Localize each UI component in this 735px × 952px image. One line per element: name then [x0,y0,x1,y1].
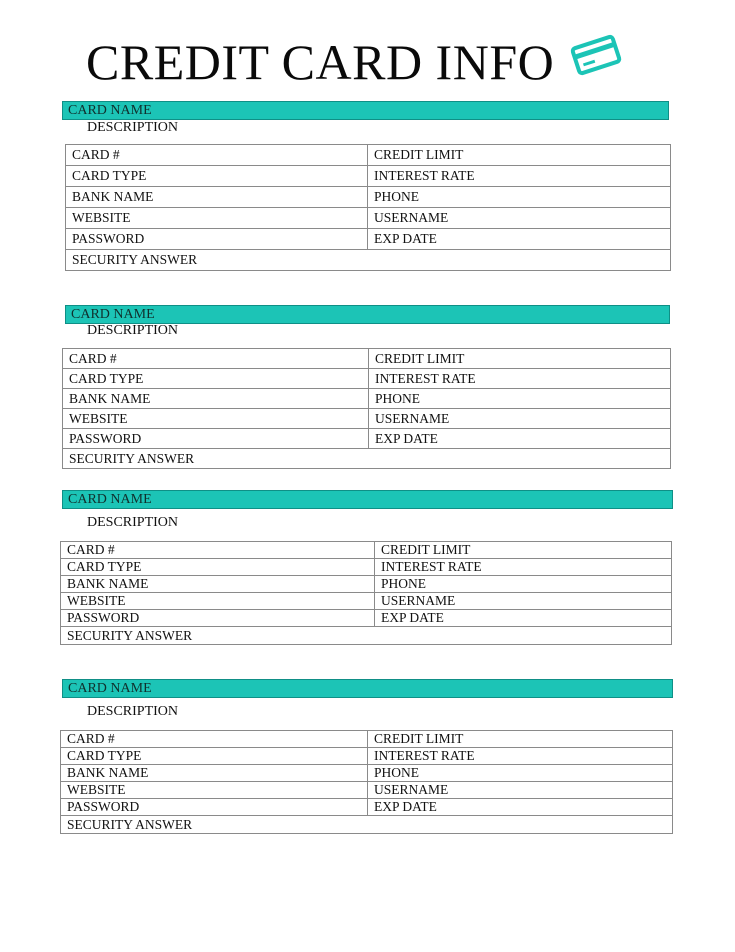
field-security-answer[interactable]: SECURITY ANSWER [63,449,671,469]
field-card-type[interactable]: CARD TYPE [63,369,369,389]
field-security-answer[interactable]: SECURITY ANSWER [66,250,671,271]
card-description: DESCRIPTION [87,704,179,719]
table-row [66,166,671,187]
field-password[interactable]: PASSWORD [61,799,368,816]
table-row [66,187,671,208]
field-card-type[interactable]: CARD TYPE [61,748,368,765]
field-interest-rate[interactable]: INTEREST RATE [368,748,673,765]
field-password[interactable]: PASSWORD [61,610,375,627]
field-password[interactable]: PASSWORD [66,229,368,250]
table-row [61,593,672,610]
card-details-table [62,348,671,469]
card-description: DESCRIPTION [87,120,179,135]
table-row [63,429,671,449]
card-name-header: CARD NAME [62,679,673,698]
table-row [66,145,671,166]
field-website[interactable]: WEBSITE [63,409,369,429]
field-username[interactable]: USERNAME [375,593,672,610]
field-bank-name[interactable]: BANK NAME [61,576,375,593]
field-username[interactable]: USERNAME [368,208,671,229]
credit-card-icon [570,33,622,77]
field-phone[interactable]: PHONE [375,576,672,593]
field-security-answer[interactable]: SECURITY ANSWER [61,816,673,834]
field-phone[interactable]: PHONE [368,187,671,208]
field-website[interactable]: WEBSITE [61,782,368,799]
field-card-type[interactable]: CARD TYPE [61,559,375,576]
field-phone[interactable]: PHONE [368,765,673,782]
table-row [61,765,673,782]
table-row [63,389,671,409]
field-credit-limit[interactable]: CREDIT LIMIT [369,349,671,369]
table-row [63,449,671,469]
table-row [61,559,672,576]
field-username[interactable]: USERNAME [368,782,673,799]
field-bank-name[interactable]: BANK NAME [63,389,369,409]
field-password[interactable]: PASSWORD [63,429,369,449]
field-username[interactable]: USERNAME [369,409,671,429]
table-row [66,229,671,250]
card-description: DESCRIPTION [87,323,179,338]
card-details-table [60,541,672,645]
table-row [61,731,673,748]
field-website[interactable]: WEBSITE [66,208,368,229]
field-interest-rate[interactable]: INTEREST RATE [368,166,671,187]
field-exp-date[interactable]: EXP DATE [375,610,672,627]
field-credit-limit[interactable]: CREDIT LIMIT [368,731,673,748]
card-details-table [65,144,671,271]
field-card-type[interactable]: CARD TYPE [66,166,368,187]
table-row [66,250,671,271]
field-bank-name[interactable]: BANK NAME [66,187,368,208]
field-exp-date[interactable]: EXP DATE [368,799,673,816]
field-phone[interactable]: PHONE [369,389,671,409]
card-name-header: CARD NAME [65,305,670,324]
field-credit-limit[interactable]: CREDIT LIMIT [368,145,671,166]
page-title: CREDIT CARD INFO [86,34,555,90]
field-card-number[interactable]: CARD # [61,731,368,748]
field-exp-date[interactable]: EXP DATE [368,229,671,250]
table-row [61,748,673,765]
table-row [61,782,673,799]
card-details-table [60,730,673,834]
field-interest-rate[interactable]: INTEREST RATE [369,369,671,389]
table-row [61,799,673,816]
field-website[interactable]: WEBSITE [61,593,375,610]
table-row [61,542,672,559]
field-card-number[interactable]: CARD # [66,145,368,166]
field-exp-date[interactable]: EXP DATE [369,429,671,449]
field-bank-name[interactable]: BANK NAME [61,765,368,782]
table-row [63,409,671,429]
table-row [61,576,672,593]
card-name-header: CARD NAME [62,101,669,120]
field-card-number[interactable]: CARD # [63,349,369,369]
field-card-number[interactable]: CARD # [61,542,375,559]
card-description: DESCRIPTION [87,515,179,530]
field-security-answer[interactable]: SECURITY ANSWER [61,627,672,645]
field-interest-rate[interactable]: INTEREST RATE [375,559,672,576]
table-row [61,627,672,645]
table-row [63,349,671,369]
table-row [66,208,671,229]
field-credit-limit[interactable]: CREDIT LIMIT [375,542,672,559]
table-row [61,610,672,627]
table-row [61,816,673,834]
table-row [63,369,671,389]
card-name-header: CARD NAME [62,490,673,509]
